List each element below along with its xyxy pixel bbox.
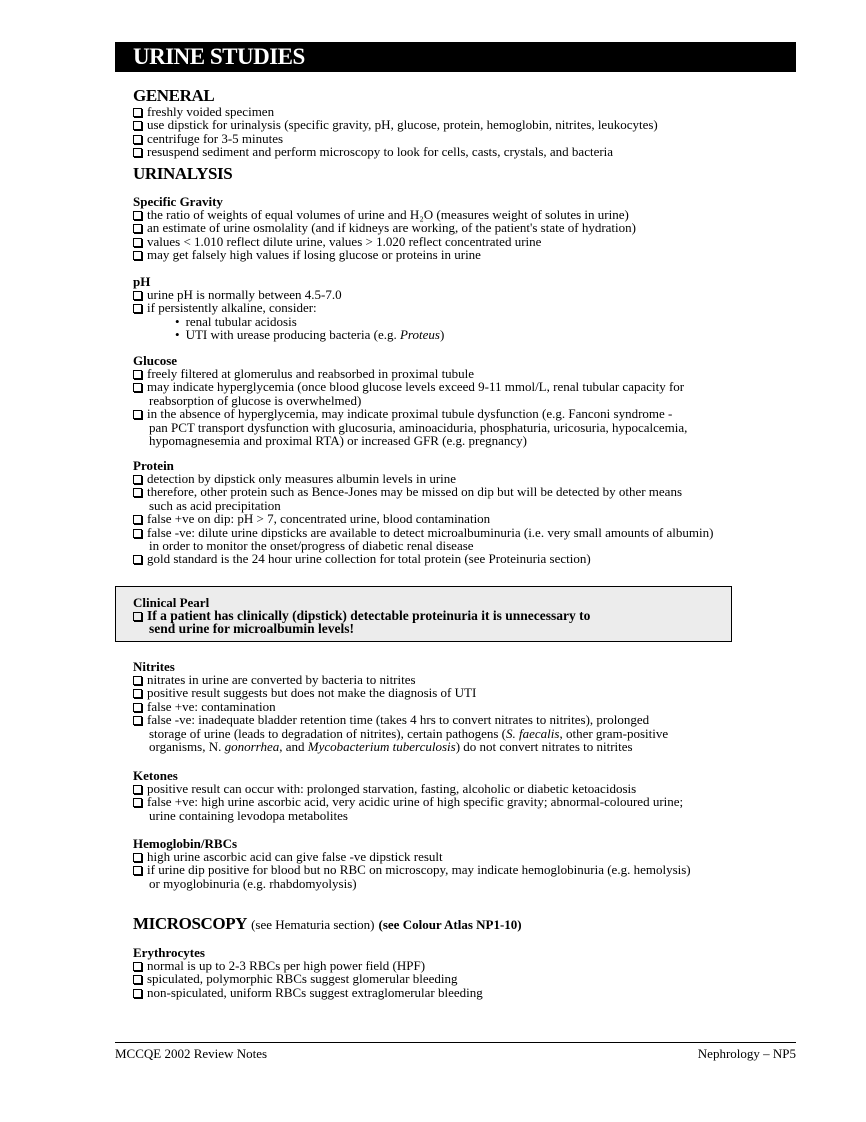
list-item: may indicate hyperglycemia (once blood glucose levels exceed 9-11 mmol/L, renal tubular capacity for: [133, 380, 796, 393]
list-item-continuation: organisms, N. gonorrhea, and Mycobacterium tuberculosis) do not convert nitrates to nitrites: [149, 739, 633, 755]
microscopy-heading-block: [133, 915, 796, 934]
nitrites-heading: Nitrites: [133, 659, 175, 674]
checkbox-bullet-icon: [133, 121, 142, 130]
checkbox-bullet-icon: [133, 383, 142, 392]
checkbox-bullet-icon: [133, 853, 142, 862]
clinical-pearl-line-continuation: send urine for microalbumin levels!: [149, 621, 354, 636]
checkbox-bullet-icon: [133, 108, 142, 117]
specific-gravity-heading: Specific Gravity: [133, 194, 223, 209]
checkbox-bullet-icon: [133, 238, 142, 247]
list-item-continuation: pan PCT transport dysfunction with glucosuria, aminoaciduria, phosphaturia, uricosuria, hypocalcemia,: [149, 419, 688, 435]
erythrocytes-heading: Erythrocytes: [133, 945, 205, 960]
clinical-pearl-heading: Clinical Pearl: [133, 595, 210, 610]
checkbox-bullet-icon: [133, 529, 142, 538]
checkbox-bullet-icon: [133, 475, 142, 484]
checkbox-bullet-icon: [133, 515, 142, 524]
hemoglobin-section: [133, 837, 796, 890]
erythrocytes-section: [133, 946, 796, 999]
ph-section: [133, 275, 796, 342]
list-item: freshly voided specimen: [133, 105, 796, 118]
glucose-section: [133, 354, 796, 447]
list-item: may get falsely high values if losing glucose or proteins in urine: [133, 248, 796, 261]
checkbox-bullet-icon: [133, 291, 142, 300]
sub-bullet: • UTI with urease producing bacteria (e.g. Proteus): [133, 328, 796, 341]
checkbox-bullet-icon: [133, 488, 142, 497]
list-item: urine pH is normally between 4.5-7.0: [133, 288, 796, 301]
glucose-heading: Glucose: [133, 353, 178, 368]
list-item: if urine dip positive for blood but no RBC on microscopy, may indicate hemoglobinuria (e.g. hemolysis): [133, 863, 796, 876]
protein-heading: Protein: [133, 458, 174, 473]
microscopy-note: (see Hematuria section): [251, 917, 375, 932]
checkbox-bullet-icon: [133, 555, 142, 564]
general-section: [133, 87, 796, 159]
list-item: false -ve: inadequate bladder retention time (takes 4 hrs to convert nitrates to nitrites), prolonged: [133, 713, 796, 726]
nitrites-section: [133, 660, 796, 753]
checkbox-bullet-icon: [133, 866, 142, 875]
checkbox-bullet-icon: [133, 703, 142, 712]
microscopy-atlas-note: (see Colour Atlas NP1-10): [378, 917, 522, 932]
urinalysis-heading: URINALYSIS: [133, 164, 233, 183]
ketones-section: [133, 769, 796, 822]
urinalysis-heading-block: [133, 165, 796, 183]
title-bar: [115, 42, 796, 72]
list-item: high urine ascorbic acid can give false -ve dipstick result: [133, 850, 796, 863]
list-item: gold standard is the 24 hour urine collection for total protein (see Proteinuria section): [133, 552, 796, 565]
specific-gravity-section: [133, 195, 796, 262]
checkbox-bullet-icon: [133, 251, 142, 260]
checkbox-bullet-icon: [133, 785, 142, 794]
footer-right: Nephrology – NP5: [697, 1046, 796, 1061]
list-item: positive result can occur with: prolonged starvation, fasting, alcoholic or diabetic ketoacidosis: [133, 782, 796, 795]
list-item-continuation: hypomagnesemia and proximal RTA) or increased GFR (e.g. pregnancy): [149, 433, 527, 449]
ph-heading: pH: [133, 274, 151, 289]
list-item: false -ve: dilute urine dipsticks are available to detect microalbuminuria (i.e. very small amounts of albumin): [133, 526, 796, 539]
checkbox-bullet-icon: [133, 989, 142, 998]
checkbox-bullet-icon: [133, 689, 142, 698]
checkbox-bullet-icon: [133, 612, 142, 621]
protein-section: [133, 459, 796, 566]
list-item-continuation: reabsorption of glucose is overwhelmed): [149, 392, 362, 408]
sub-bullet: • renal tubular acidosis: [133, 315, 796, 328]
page-title: URINE STUDIES: [133, 44, 305, 69]
list-item: normal is up to 2-3 RBCs per high power field (HPF): [133, 959, 796, 972]
checkbox-bullet-icon: [133, 716, 142, 725]
list-item: detection by dipstick only measures albumin levels in urine: [133, 472, 796, 485]
list-item: use dipstick for urinalysis (specific gravity, pH, glucose, protein, hemoglobin, nitrites, leukocytes): [133, 118, 796, 131]
checkbox-bullet-icon: [133, 798, 142, 807]
clinical-pearl-line: If a patient has clinically (dipstick) detectable proteinuria it is unnecessary to: [133, 609, 590, 622]
list-item: in the absence of hyperglycemia, may indicate proximal tubule dysfunction (e.g. Fanconi syndrome -: [133, 407, 796, 420]
list-item: if persistently alkaline, consider:: [133, 301, 796, 314]
list-item: freely filtered at glomerulus and reabsorbed in proximal tubule: [133, 367, 796, 380]
list-item: resuspend sediment and perform microscopy to look for cells, casts, crystals, and bacteria: [133, 145, 796, 158]
ketones-heading: Ketones: [133, 768, 178, 783]
general-heading: GENERAL: [133, 86, 215, 105]
list-item: false +ve: high urine ascorbic acid, very acidic urine of high specific gravity; abnormal-coloured urine;: [133, 795, 796, 808]
list-item-continuation: or myoglobinuria (e.g. rhabdomyolysis): [149, 875, 357, 891]
checkbox-bullet-icon: [133, 135, 142, 144]
list-item: the ratio of weights of equal volumes of urine and H₂O (measures weight of solutes in urine): [133, 208, 796, 221]
list-item: values < 1.010 reflect dilute urine, values > 1.020 reflect concentrated urine: [133, 235, 796, 248]
checkbox-bullet-icon: [133, 410, 142, 419]
checkbox-bullet-icon: [133, 304, 142, 313]
list-item: therefore, other protein such as Bence-Jones may be missed on dip but will be detected by other means: [133, 485, 796, 498]
list-item: positive result suggests but does not make the diagnosis of UTI: [133, 686, 796, 699]
list-item: false +ve on dip: pH > 7, concentrated urine, blood contamination: [133, 512, 796, 525]
footer-left: MCCQE 2002 Review Notes: [115, 1046, 268, 1061]
clinical-pearl-box: [115, 586, 732, 642]
checkbox-bullet-icon: [133, 224, 142, 233]
checkbox-bullet-icon: [133, 211, 142, 220]
list-item-continuation: in order to monitor the onset/progress of diabetic renal disease: [149, 538, 474, 554]
list-item: centrifuge for 3-5 minutes: [133, 132, 796, 145]
list-item: spiculated, polymorphic RBCs suggest glomerular bleeding: [133, 972, 796, 985]
checkbox-bullet-icon: [133, 370, 142, 379]
list-item-continuation: urine containing levodopa metabolites: [149, 807, 348, 823]
list-item: an estimate of urine osmolality (and if kidneys are working, of the patient's state of hydration): [133, 221, 796, 234]
list-item: nitrates in urine are converted by bacteria to nitrites: [133, 673, 796, 686]
microscopy-heading: MICROSCOPY: [133, 914, 248, 933]
list-item-continuation: such as acid precipitation: [149, 497, 281, 513]
list-item: false +ve: contamination: [133, 700, 796, 713]
list-item: non-spiculated, uniform RBCs suggest extraglomerular bleeding: [133, 986, 796, 999]
checkbox-bullet-icon: [133, 962, 142, 971]
footer-divider: [115, 1042, 796, 1043]
checkbox-bullet-icon: [133, 975, 142, 984]
hemoglobin-heading: Hemoglobin/RBCs: [133, 836, 238, 851]
list-item-continuation: storage of urine (leads to degradation of nitrites), certain pathogens (S. faecalis, other gram-positive: [149, 725, 669, 741]
checkbox-bullet-icon: [133, 676, 142, 685]
checkbox-bullet-icon: [133, 148, 142, 157]
